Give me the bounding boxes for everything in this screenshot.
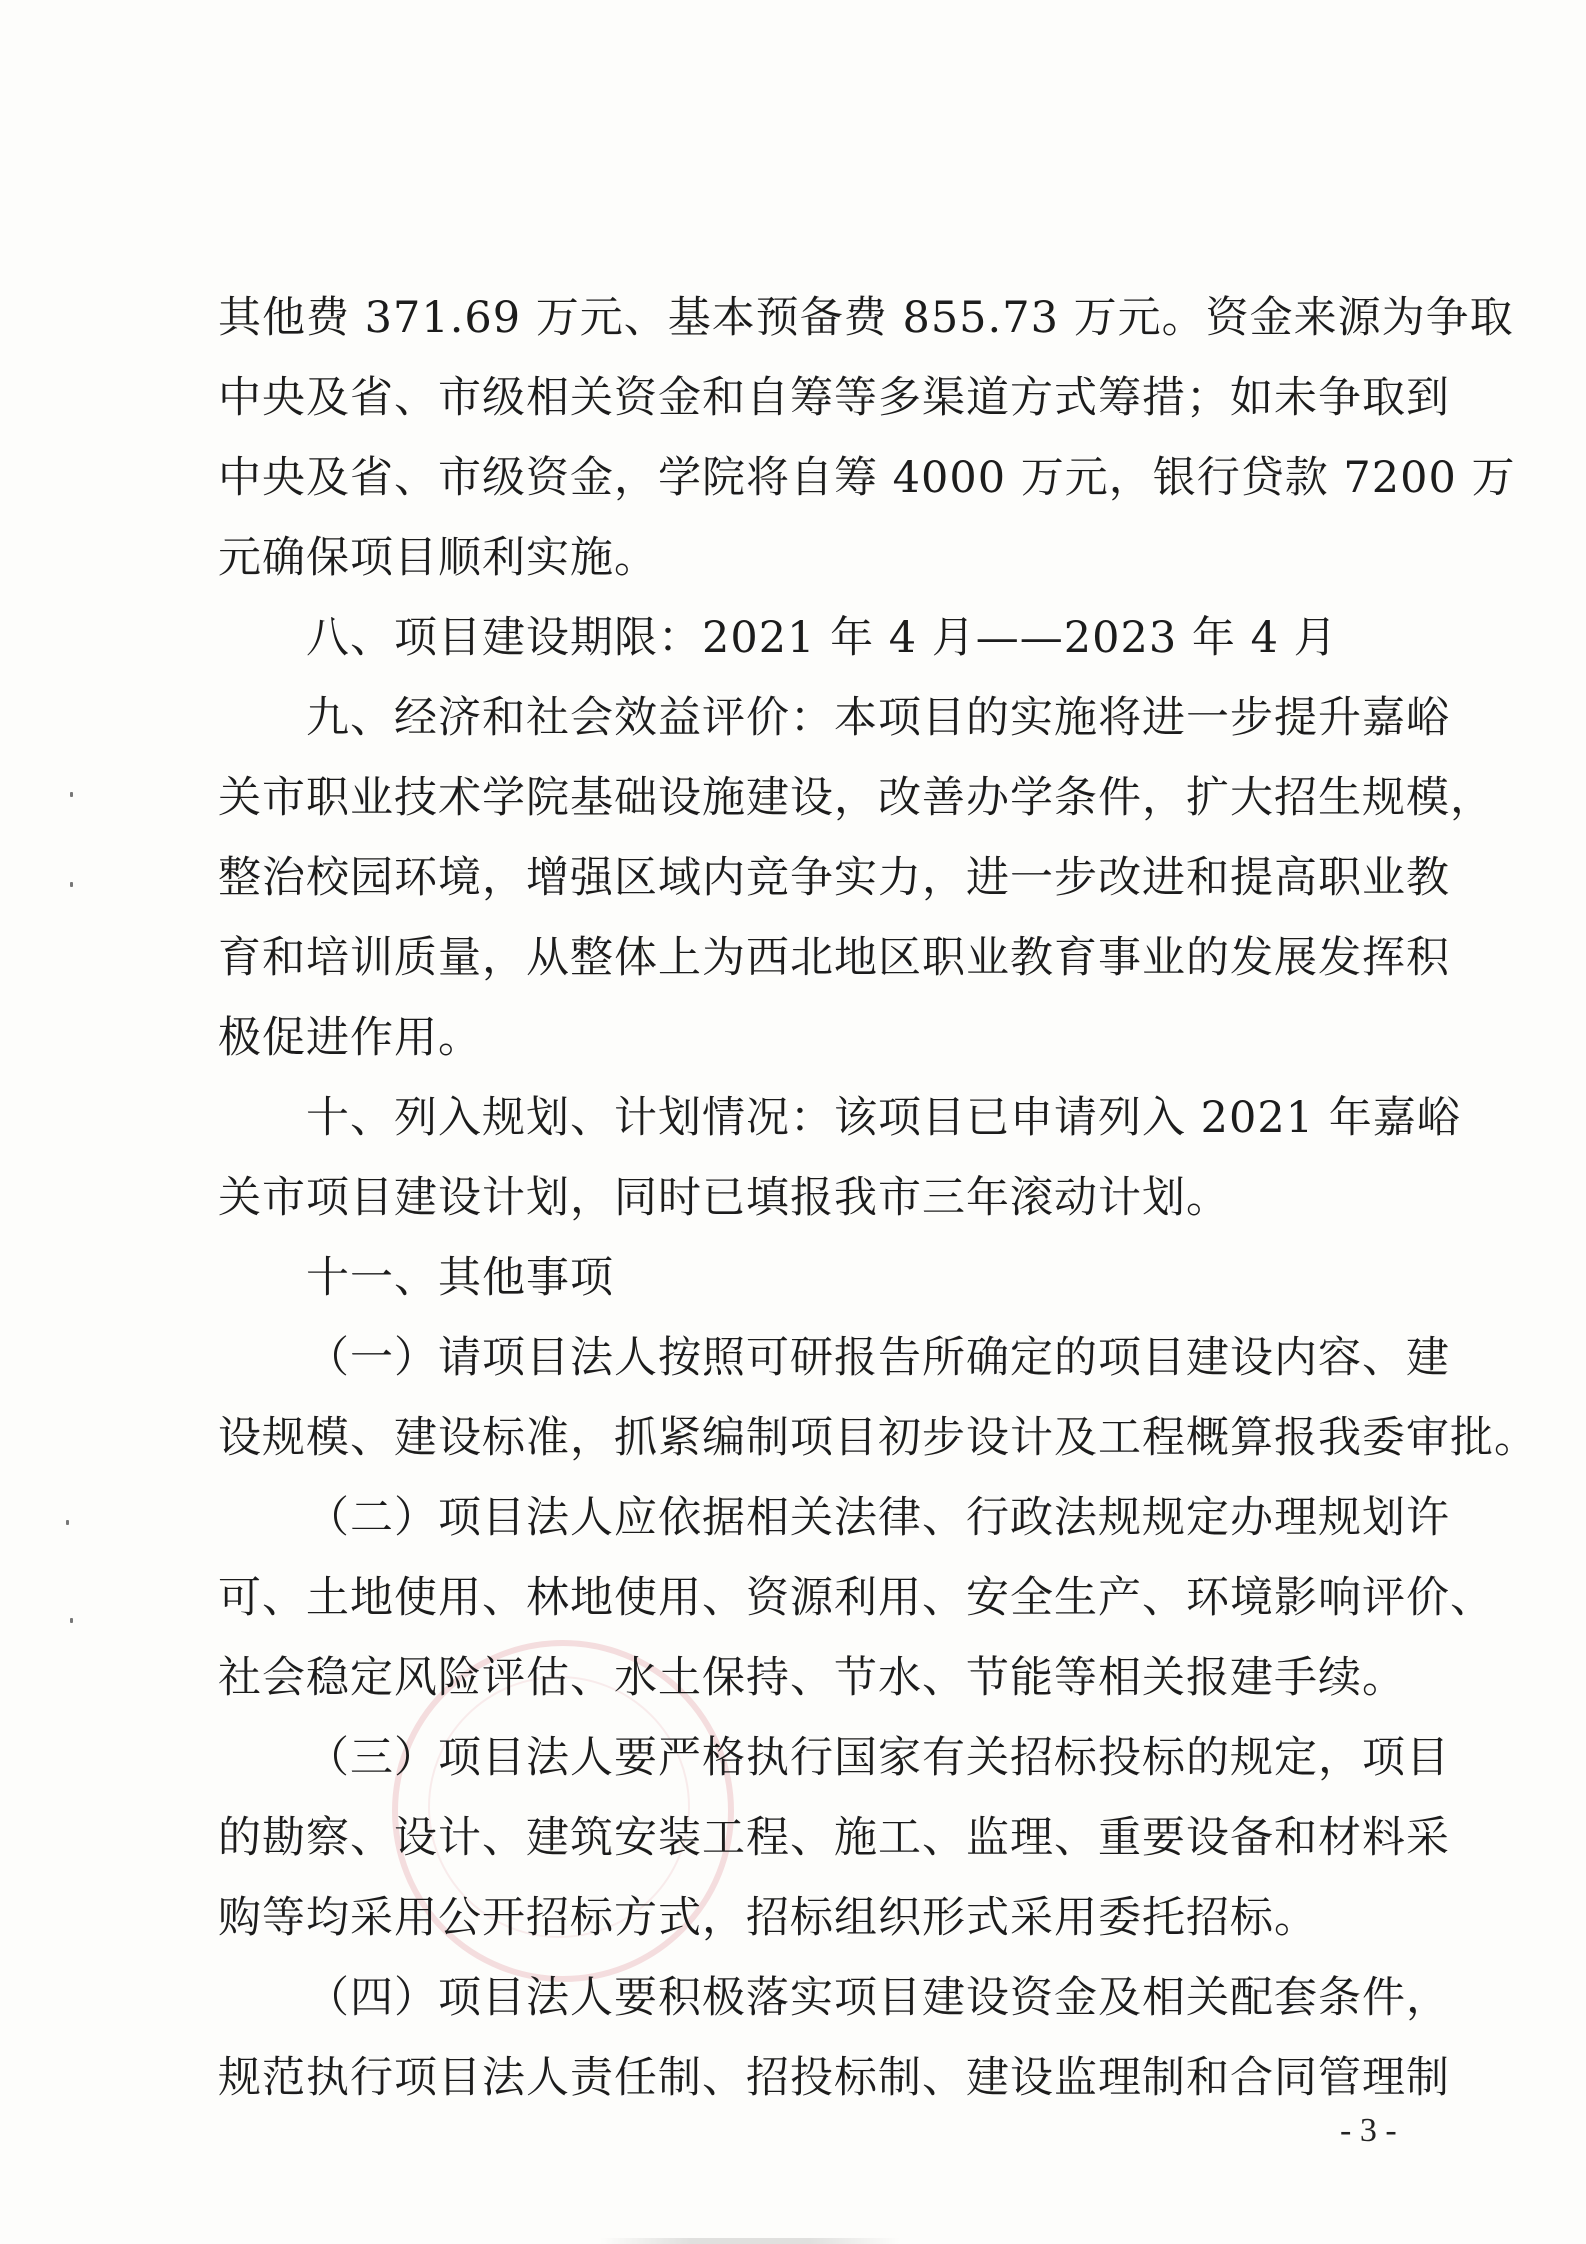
- text-line-content: 中央及省、市级资金，学院将自筹 4000 万元，银行贷款 7200 万: [218, 453, 1516, 503]
- text-line: [218, 1638, 1406, 1718]
- text-line: [218, 1078, 1461, 1158]
- text-line-content: 八、项目建设期限：2021 年 4 月——2023 年 4 月: [306, 613, 1338, 663]
- text-line-content: 中央及省、市级相关资金和自筹等多渠道方式筹措；如未争取到: [218, 373, 1450, 423]
- text-line: [218, 1958, 1450, 2038]
- document-body-text: [218, 278, 1538, 2118]
- text-line: [218, 1558, 1494, 1638]
- text-line-content: 极促进作用。: [218, 1013, 482, 1063]
- page-number: - 3 -: [1340, 2112, 1397, 2149]
- margin-speck: [70, 882, 73, 887]
- text-line-content: （四）项目法人要积极落实项目建设资金及相关配套条件，: [306, 1973, 1450, 2023]
- text-line-content: 九、经济和社会效益评价：本项目的实施将进一步提升嘉峪: [306, 693, 1450, 743]
- text-line: [218, 1878, 1398, 1958]
- text-line: [218, 1478, 1450, 1558]
- text-line-content: 的勘察、设计、建筑安装工程、施工、监理、重要设备和材料采: [218, 1813, 1450, 1863]
- margin-speck: [70, 792, 73, 797]
- text-line: [218, 358, 1450, 438]
- margin-speck: [70, 1618, 73, 1623]
- text-line-content: 十一、其他事项: [306, 1253, 614, 1303]
- text-line-content: 购等均采用公开招标方式，招标组织形式采用委托招标。: [218, 1893, 1318, 1943]
- text-line-content: 关市职业技术学院基础设施建设，改善办学条件，扩大招生规模，: [218, 773, 1494, 823]
- text-line: [218, 678, 1450, 758]
- text-line: [218, 1718, 1450, 1798]
- text-line: [218, 518, 1398, 598]
- text-line: [218, 1318, 1450, 1398]
- text-line-content: （一）请项目法人按照可研报告所确定的项目建设内容、建: [306, 1333, 1450, 1383]
- text-line-content: 社会稳定风险评估、水土保持、节水、节能等相关报建手续。: [218, 1653, 1406, 1703]
- text-line: [218, 1158, 1398, 1238]
- text-line: [218, 998, 1398, 1078]
- text-line: [218, 278, 1514, 358]
- text-line: [218, 838, 1450, 918]
- text-line: [218, 758, 1494, 838]
- text-line-content: 十、列入规划、计划情况：该项目已申请列入 2021 年嘉峪: [306, 1093, 1461, 1143]
- text-line: [218, 438, 1516, 518]
- margin-speck: [66, 1520, 69, 1525]
- text-line-content: 整治校园环境，增强区域内竞争实力，进一步改进和提高职业教: [218, 853, 1450, 903]
- text-line-content: 设规模、建设标准，抓紧编制项目初步设计及工程概算报我委审批。: [218, 1413, 1538, 1463]
- text-line-content: 元确保项目顺利实施。: [218, 533, 658, 583]
- text-line: [218, 1238, 1398, 1318]
- text-line-content: 关市项目建设计划，同时已填报我市三年滚动计划。: [218, 1173, 1230, 1223]
- text-line-content: 其他费 371.69 万元、基本预备费 855.73 万元。资金来源为争取: [218, 293, 1514, 343]
- text-line-content: 规范执行项目法人责任制、招投标制、建设监理制和合同管理制: [218, 2053, 1450, 2103]
- bottom-edge-shadow: [600, 2238, 900, 2244]
- text-line-content: （三）项目法人要严格执行国家有关招标投标的规定，项目: [306, 1733, 1450, 1783]
- text-line: [218, 1798, 1450, 1878]
- text-line: [218, 918, 1450, 998]
- text-line-content: 育和培训质量，从整体上为西北地区职业教育事业的发展发挥积: [218, 933, 1450, 983]
- text-line-content: 可、土地使用、林地使用、资源利用、安全生产、环境影响评价、: [218, 1573, 1494, 1623]
- text-line-content: （二）项目法人应依据相关法律、行政法规规定办理规划许: [306, 1493, 1450, 1543]
- text-line: [218, 598, 1398, 678]
- text-line: [218, 1398, 1538, 1478]
- text-line: [218, 2038, 1450, 2118]
